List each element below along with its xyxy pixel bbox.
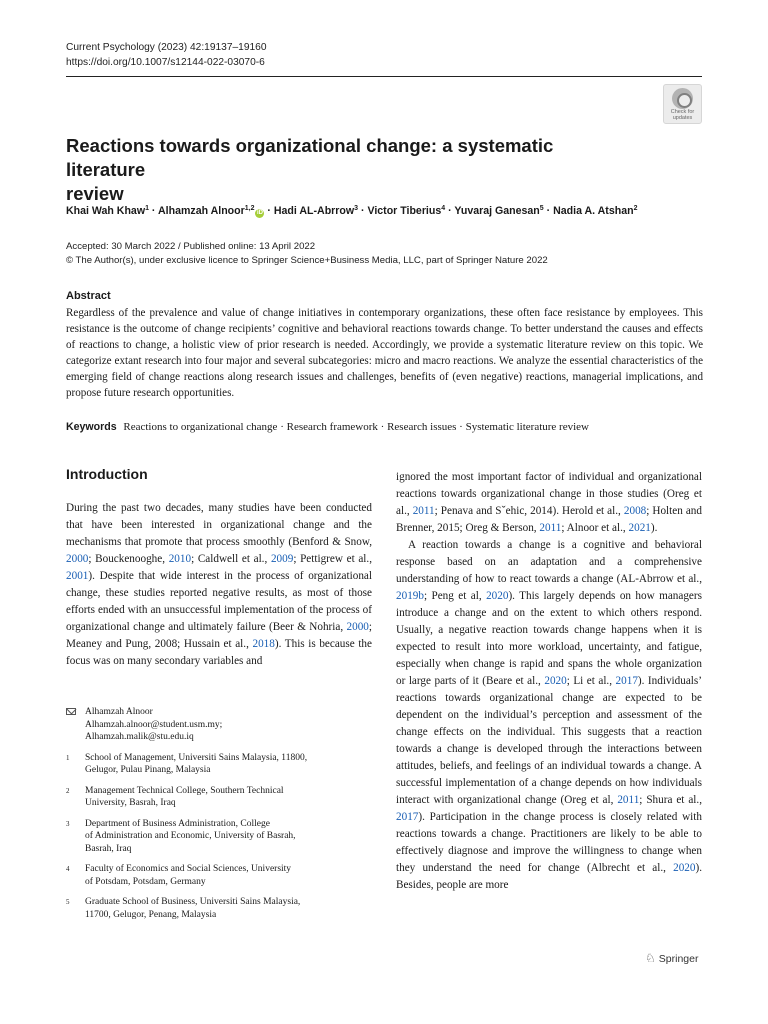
affiliation-line: University, Basrah, Iraq [85,798,176,808]
author-separator: · [358,205,368,217]
affiliation-line: School of Management, Universiti Sains Malaysia, 11800, [85,752,308,763]
author-separator: · [264,205,274,217]
publication-dates [66,240,706,268]
paragraph [66,500,372,670]
abstract-heading: Abstract [66,290,111,302]
paragraph-text: ; Caldwell et al., [191,553,271,565]
affiliation-line: Faculty of Economics and Social Sciences, University [85,864,292,874]
affiliation-number: 3 [66,819,70,828]
author-affiliation: 1,2 [244,205,255,212]
article-title [66,134,626,206]
right-column-body [396,469,702,894]
keywords-text: Reactions to organizational change · Research framework · Research issues · Systematic literature review [123,421,589,433]
author-name[interactable]: Yuvaraj Ganesan [454,205,540,217]
publisher-name: Springer [658,953,699,965]
author-name[interactable]: Khai Wah Khaw [66,205,146,217]
affiliation-item [66,752,372,777]
author-name[interactable]: Nadia A. Atshan [553,205,634,217]
author-affiliation: 1 [145,205,149,212]
citation-link[interactable]: 2017 [615,675,638,687]
citation-link[interactable]: 2020 [544,675,567,687]
author-name[interactable]: Hadi AL-Abrrow [273,205,355,217]
citation-link[interactable]: 2008 [623,505,647,517]
left-column-body [66,500,372,670]
citation-link[interactable]: 2019b [396,590,424,602]
citation-link[interactable]: 2018 [252,638,275,650]
affiliation-line: 11700, Gelugor, Penang, Malaysia [85,909,217,920]
citation-link[interactable]: 2010 [168,553,192,565]
citation-link[interactable]: 2000 [346,621,369,633]
paragraph-text: ). Participation in the change process is closely related with reactions towards a change. Practitioners are likely to be able to effectively diagnose and improve the willingness to change when they understand the need for change (Albrecht et al., [396,811,702,874]
affiliation-item [66,818,372,856]
citation-link[interactable]: 2017 [396,811,419,823]
paragraph-text: ). This is because the focus was on many secondary variables and [66,638,372,667]
check-for-updates-button[interactable] [663,84,702,124]
publisher-logo [645,951,698,965]
paragraph-text: ; Meaney and Pung, 2008; Hussain et al., [66,621,372,650]
crossmark-label-2: updates [672,115,693,121]
citation-link[interactable]: 2021 [628,522,651,534]
paragraph-text: ). [650,522,658,534]
affiliation-line: Management Technical College, Southern Technical [85,785,284,796]
keywords [66,420,706,435]
affiliation-number: 4 [66,865,70,873]
paragraph-text: ; Penava and Sˇehic, 2014). Herold et al., [434,505,624,517]
paragraph-text: ; Holten and Brenner, 2015; Oreg & Berson, [396,505,702,534]
affiliation-list [66,752,372,922]
copyright-notice: © The Author(s), under exclusive licence to Springer Science+Business Media, LLC, part of Springer Nature 2022 [66,255,548,266]
section-heading-introduction: Introduction [66,466,148,482]
crossmark-icon [672,88,693,109]
paragraph-text: ; Bouckenooghe, [88,553,169,565]
paragraph-text: ). Individuals’ reactions towards organizational change are expected to be dependent on the individual’s perception and assessment of the change effects on the individual. This suggests that a reaction towards a change is developed through the interactions between attitudes, beliefs, and feelings of an individual towards a change. A successful implementation of a change depends on how individuals interact with organizational change (Oreg et al, [396,675,702,806]
affiliation-number: 2 [66,786,70,795]
running-header [66,40,706,70]
author-name[interactable]: Victor Tiberius [367,205,442,217]
paragraph-text: ). Besides, people are more [396,862,702,891]
author-separator: · [445,205,455,217]
affiliation-item [66,863,372,888]
header-divider [66,76,702,77]
citation-link[interactable]: 2009 [270,553,294,565]
paragraph-text: ). This largely depends on how managers introduce a change and on the extent to which others respond. Usually, a negative reaction towards change happens when it is expected to result into more workload, uncertainty, and fatigue, especially when change is rapid and spans the whole organization or large parts of it (Beare et al., [396,590,702,687]
paragraph-text: ; Shura et al., [639,794,702,806]
orcid-icon[interactable]: iD [256,210,263,216]
author-list [66,202,716,218]
citation-link[interactable]: 2001 [66,570,89,582]
author-footnotes [66,706,372,929]
paragraph-text: ). Despite that wide interest in the process of organizational change, these studies reported negative results, as most of those efforts ended with an unsuccessful implementation of the process of organizational change and ultimately failure (Beer & Nohria, [66,570,372,633]
author-separator: · [543,205,554,217]
paragraph-text: ; Pettigrew et al., [293,553,372,565]
affiliation-item [66,785,372,810]
citation-link[interactable]: 2011 [412,505,435,517]
paragraph-text: ; Peng et al, [423,590,487,602]
affiliation-line: of Administration and Economic, University of Basrah, [85,831,296,841]
citation-link[interactable]: 2020 [486,590,509,602]
springer-horse-icon: ♘ [645,951,656,965]
affiliation-item [66,896,372,921]
corresponding-name: Alhamzah Alnoor [85,707,153,717]
affiliation-number: 5 [66,898,70,906]
paragraph-text: During the past two decades, many studies have been conducted that have been interested in organizational change and the mechanisms that promote that process smoothly (Benford & Snow, [66,502,372,548]
accepted-published-dates: Accepted: 30 March 2022 / Published online: 13 April 2022 [66,241,316,252]
doi-link[interactable]: https://doi.org/10.1007/s12144-022-03070-6 [66,57,265,68]
author-affiliation: 4 [441,205,446,212]
author-name[interactable]: Alhamzah Alnoor [158,205,245,217]
crossmark-label-1: Check for [670,109,695,115]
author-separator: · [148,205,159,217]
title-line-1: Reactions towards organizational change: a systematic literature [66,135,554,180]
paragraph-text: ; Li et al., [566,675,616,687]
affiliation-line: Graduate School of Business, Universiti Sains Malaysia, [85,897,301,907]
affiliation-line: Department of Business Administration, College [85,818,270,829]
corresponding-author [66,706,372,744]
abstract-text: Regardless of the prevalence and value of change initiatives in contemporary organizations, these often face resistance by employees. This resistance is the outcome of change recipients’ cognitive and behavioral reactions towards change. To better understand the causes and effects of reactions to change, a holistic view of prior research is needed. Accordingly, we provide a systematic literature review on this topic. We categorize extant research into four major and several subcategories: micro and macro reactions. We analyze the essential characteristics of the emerging field of change reactions along research issues and challenges, benefits of (even negative) reactions, managerial implications, and propose future research opportunities. [66,307,703,399]
journal-citation: Current Psychology (2023) 42:19137–19160 [66,42,267,53]
affiliation-line: of Potsdam, Potsdam, Germany [85,876,206,887]
author-affiliation: 2 [633,205,638,212]
paragraph-text: A reaction towards a change is a cognitive and behavioral response based on an adaptation and a comprehensive understanding of how to react towards a change (AL-Abrrow et al., [396,539,702,585]
author-affiliation: 3 [354,205,359,212]
author-affiliation: 5 [539,205,544,212]
title-line-2: review [66,183,124,204]
paragraph-text: ignored the most important factor of individual and organizational reactions towards organizational change in those studies (Oreg et al., [396,471,702,517]
citation-link[interactable]: 2011 [539,522,562,534]
email-link[interactable]: Alhamzah.malik@stu.edu.iq [85,732,194,742]
affiliation-number: 1 [66,753,70,762]
paragraph [396,537,702,894]
paragraph-text: ; Alnoor et al., [561,522,629,534]
keywords-label: Keywords [66,421,117,433]
citation-link[interactable]: 2011 [617,794,640,806]
email-link[interactable]: Alhamzah.alnoor@student.usm.my; [85,719,223,730]
paragraph [396,469,702,537]
affiliation-line: Gelugor, Pulau Pinang, Malaysia [85,765,211,775]
citation-link[interactable]: 2000 [66,553,89,565]
envelope-icon [66,708,76,715]
citation-link[interactable]: 2020 [673,862,696,874]
affiliation-line: Basrah, Iraq [85,843,132,854]
